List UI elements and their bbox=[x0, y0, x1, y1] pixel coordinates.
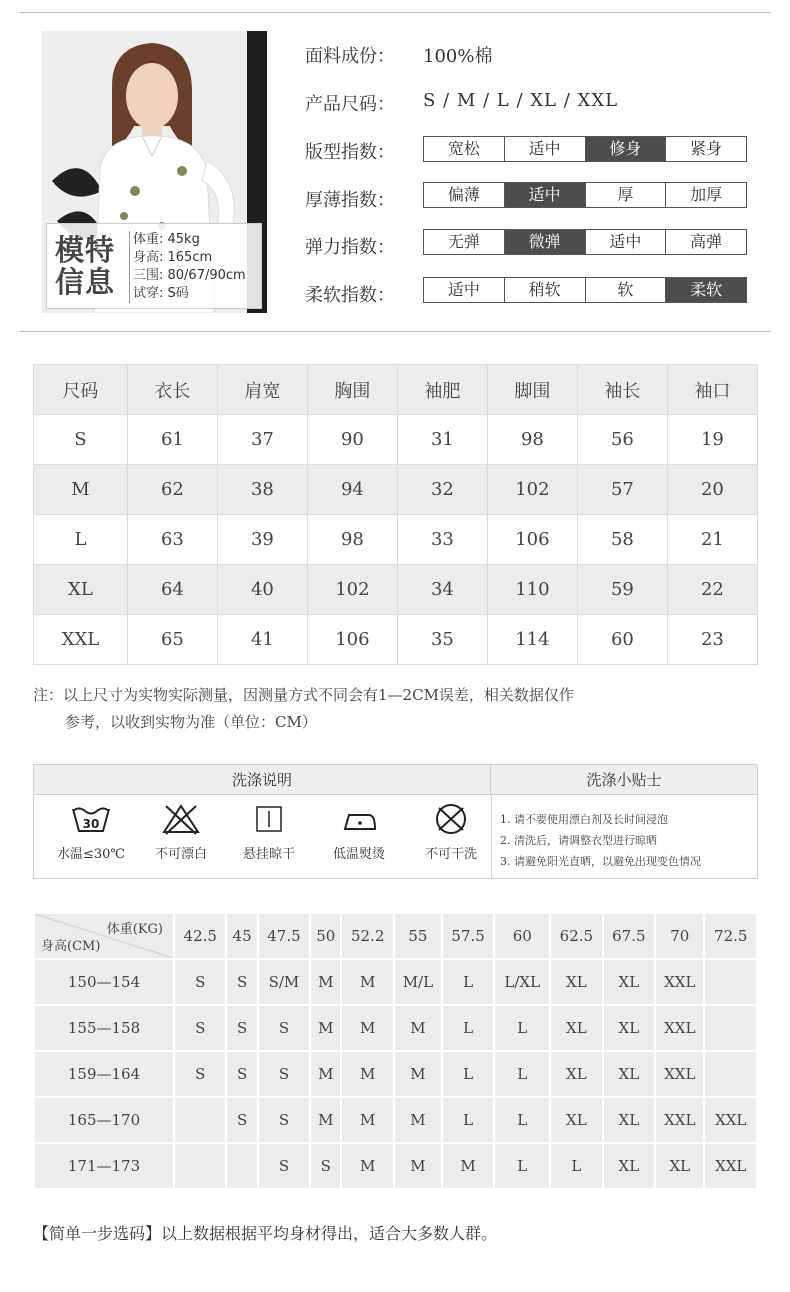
size-cell: XL bbox=[550, 959, 602, 1005]
size-cell: S bbox=[174, 1051, 226, 1097]
weight-cell: 42.5 bbox=[174, 913, 226, 959]
thickness-index-scale bbox=[423, 182, 747, 208]
size-cell: XXL bbox=[655, 1005, 704, 1051]
care-label: 水温≤30℃ bbox=[57, 847, 125, 862]
size-cell: M bbox=[394, 1005, 442, 1051]
elasticity-option: 适中 bbox=[586, 230, 667, 254]
size-cell: S bbox=[258, 1005, 310, 1051]
weight-height-size-table bbox=[33, 912, 758, 1190]
size-cell: M bbox=[341, 959, 393, 1005]
elasticity-option-selected: 微弹 bbox=[505, 230, 586, 254]
table-row bbox=[34, 1051, 757, 1097]
wash-temperature-badge: 30 bbox=[82, 817, 100, 831]
weight-cell: 60 bbox=[494, 913, 550, 959]
table-cell: 31 bbox=[397, 415, 487, 465]
table-cell: 62 bbox=[127, 465, 217, 515]
elasticity-option: 高弹 bbox=[690, 232, 723, 251]
size-cell: M bbox=[394, 1051, 442, 1097]
care-label: 悬挂晾干 bbox=[242, 847, 295, 862]
measurement-note bbox=[33, 682, 574, 736]
table-cell: 98 bbox=[307, 515, 397, 565]
model-height: 身高: 165cm bbox=[133, 250, 213, 265]
care-item-hang bbox=[224, 803, 314, 862]
table-cell: 64 bbox=[127, 565, 217, 615]
header-cell: 袖长 bbox=[577, 365, 667, 415]
softness-option: 软 bbox=[586, 278, 667, 302]
table-row bbox=[34, 415, 758, 465]
wash-30-icon bbox=[71, 803, 111, 835]
header-cell: 胸围 bbox=[307, 365, 397, 415]
header-cell: 脚围 bbox=[487, 365, 577, 415]
fit-option: 适中 bbox=[505, 137, 586, 161]
fabric-value: 100%棉 bbox=[423, 46, 493, 67]
size-tip-footer: 【简单一步选码】以上数据根据平均身材得出，适合大多数人群。 bbox=[33, 1224, 498, 1243]
weight-cell: 62.5 bbox=[550, 913, 602, 959]
hang-dry-icon bbox=[249, 803, 289, 835]
no-bleach-icon bbox=[161, 803, 201, 835]
no-dry-clean-icon bbox=[431, 803, 471, 835]
weight-cell: 52.2 bbox=[341, 913, 393, 959]
height-cell: 171—173 bbox=[34, 1143, 174, 1189]
elasticity-option: 无弹 bbox=[424, 230, 505, 254]
size-cell: L bbox=[494, 1143, 550, 1189]
table-cell: 106 bbox=[307, 615, 397, 665]
tip-item: 3. 请避免阳光直晒，以避免出现变色情况 bbox=[500, 855, 701, 868]
table-cell: 22 bbox=[667, 565, 757, 615]
table-row bbox=[34, 465, 758, 515]
size-cell: XL bbox=[603, 1143, 655, 1189]
care-item-dryclean bbox=[406, 803, 496, 862]
size-cell: M bbox=[341, 1005, 393, 1051]
thickness-index-label: 厚薄指数： bbox=[305, 190, 395, 211]
table-cell: 23 bbox=[667, 615, 757, 665]
weight-cell: 47.5 bbox=[258, 913, 310, 959]
fabric-label: 面料成份： bbox=[305, 46, 395, 67]
table-cell: 98 bbox=[487, 415, 577, 465]
table-row bbox=[34, 959, 757, 1005]
weight-cell: 67.5 bbox=[603, 913, 655, 959]
low-iron-icon bbox=[339, 803, 379, 835]
table-cell: 102 bbox=[307, 565, 397, 615]
table-row bbox=[34, 1005, 757, 1051]
size-cell: S bbox=[226, 1051, 257, 1097]
table-cell: 33 bbox=[397, 515, 487, 565]
softness-option-selected: 柔软 bbox=[666, 278, 746, 302]
table-cell: 41 bbox=[217, 615, 307, 665]
model-info-lines bbox=[133, 231, 246, 303]
fit-option: 紧身 bbox=[690, 139, 723, 158]
size-cell: M bbox=[442, 1143, 494, 1189]
weight-cell: 45 bbox=[226, 913, 257, 959]
weight-cell: 72.5 bbox=[704, 913, 757, 959]
size-cell: XXL bbox=[704, 1143, 757, 1189]
size-cell: S bbox=[310, 1143, 341, 1189]
table-cell: 20 bbox=[667, 465, 757, 515]
softness-option: 稍软 bbox=[505, 278, 586, 302]
table-row bbox=[34, 615, 758, 665]
size-cell bbox=[704, 1005, 757, 1051]
height-cell: 165—170 bbox=[34, 1097, 174, 1143]
size-cell: L bbox=[442, 959, 494, 1005]
header-cell: 肩宽 bbox=[217, 365, 307, 415]
model-weight: 体重: 45kg bbox=[133, 232, 200, 247]
table-corner bbox=[34, 913, 174, 959]
size-cell: XL bbox=[603, 1097, 655, 1143]
header-cell: 衣长 bbox=[127, 365, 217, 415]
header-cell: 袖肥 bbox=[397, 365, 487, 415]
size-table-header bbox=[34, 365, 758, 415]
size-cell: XL bbox=[550, 1051, 602, 1097]
size-cell: L bbox=[494, 1005, 550, 1051]
size-cell: M bbox=[394, 1097, 442, 1143]
care-label: 不可干洗 bbox=[424, 847, 477, 862]
size-cell: S bbox=[226, 1005, 257, 1051]
size-cell: XL bbox=[603, 1051, 655, 1097]
table-cell: 114 bbox=[487, 615, 577, 665]
model-info-box bbox=[46, 223, 262, 309]
care-item-wash bbox=[46, 803, 136, 862]
table-cell: 61 bbox=[127, 415, 217, 465]
size-cell bbox=[174, 1143, 226, 1189]
thickness-option-selected: 适中 bbox=[505, 183, 586, 207]
care-item-iron bbox=[314, 803, 404, 862]
table-cell: 35 bbox=[397, 615, 487, 665]
size-cell: M bbox=[341, 1051, 393, 1097]
size-cell: L bbox=[442, 1005, 494, 1051]
size-cell: L bbox=[442, 1051, 494, 1097]
thickness-option: 加厚 bbox=[690, 185, 723, 204]
model-info-title: 模特信息 bbox=[55, 233, 116, 299]
care-item-bleach bbox=[136, 803, 226, 862]
size-cell bbox=[704, 959, 757, 1005]
size-cell: L bbox=[494, 1097, 550, 1143]
tip-item: 2. 清洗后，请调整衣型进行晾晒 bbox=[500, 834, 657, 847]
table-cell: 102 bbox=[487, 465, 577, 515]
size-cell: S bbox=[174, 1005, 226, 1051]
table-cell: 63 bbox=[127, 515, 217, 565]
table-cell: 19 bbox=[667, 415, 757, 465]
thickness-option: 厚 bbox=[586, 183, 667, 207]
care-label: 不可漂白 bbox=[154, 847, 207, 862]
table-cell: 56 bbox=[577, 415, 667, 465]
softness-option: 适中 bbox=[424, 278, 505, 302]
fit-index-label: 版型指数： bbox=[305, 142, 395, 163]
table-cell: 32 bbox=[397, 465, 487, 515]
table-row bbox=[34, 565, 758, 615]
size-cell: XL bbox=[603, 959, 655, 1005]
washing-tips-list bbox=[500, 809, 701, 872]
table-cell: L bbox=[34, 515, 128, 565]
table-cell: XL bbox=[34, 565, 128, 615]
size-cell: S bbox=[258, 1097, 310, 1143]
table-cell: 65 bbox=[127, 615, 217, 665]
fit-option-selected: 修身 bbox=[586, 137, 667, 161]
size-cell bbox=[704, 1051, 757, 1097]
section-divider bbox=[20, 331, 770, 332]
table-cell: XXL bbox=[34, 615, 128, 665]
size-cell: L bbox=[442, 1097, 494, 1143]
size-cell: XL bbox=[603, 1005, 655, 1051]
table-cell: S bbox=[34, 415, 128, 465]
weight-cell: 50 bbox=[310, 913, 341, 959]
note-line-2: 参考，以收到实物为准（单位：CM） bbox=[65, 713, 317, 731]
note-line-1: 注：以上尺寸为实物实际测量，因测量方式不同会有1—2CM误差，相关数据仅作 bbox=[33, 686, 574, 704]
size-cell: XXL bbox=[655, 1051, 704, 1097]
softness-index-label: 柔软指数： bbox=[305, 285, 395, 306]
size-cell: XL bbox=[655, 1143, 704, 1189]
size-table bbox=[33, 364, 758, 665]
size-cell: XXL bbox=[655, 1097, 704, 1143]
table-cell: 37 bbox=[217, 415, 307, 465]
table-cell: 58 bbox=[577, 515, 667, 565]
size-cell: XL bbox=[550, 1005, 602, 1051]
height-axis-label: 身高(CM) bbox=[41, 939, 101, 954]
table-cell: 60 bbox=[577, 615, 667, 665]
header-cell: 袖口 bbox=[667, 365, 757, 415]
washing-tips-title: 洗涤小贴士 bbox=[491, 765, 757, 795]
softness-index-scale bbox=[423, 277, 747, 303]
size-cell: L bbox=[494, 1051, 550, 1097]
size-cell: XXL bbox=[655, 959, 704, 1005]
table-cell: 106 bbox=[487, 515, 577, 565]
model-measurements: 三围: 80/67/90cm bbox=[133, 268, 246, 283]
size-cell: S bbox=[258, 1051, 310, 1097]
size-cell: S bbox=[258, 1143, 310, 1189]
table-row bbox=[34, 1143, 757, 1189]
size-cell: M bbox=[394, 1143, 442, 1189]
size-cell: L bbox=[550, 1143, 602, 1189]
table-cell: 34 bbox=[397, 565, 487, 615]
size-cell: S/M bbox=[258, 959, 310, 1005]
size-cell: M bbox=[341, 1097, 393, 1143]
table-cell: 38 bbox=[217, 465, 307, 515]
table-cell: 39 bbox=[217, 515, 307, 565]
size-cell: S bbox=[226, 959, 257, 1005]
size-cell: M bbox=[310, 1097, 341, 1143]
size-value: S / M / L / XL / XXL bbox=[423, 90, 619, 111]
elasticity-index-label: 弹力指数： bbox=[305, 237, 395, 258]
height-cell: 150—154 bbox=[34, 959, 174, 1005]
washing-title: 洗涤说明 bbox=[34, 765, 491, 795]
size-label: 产品尺码： bbox=[305, 94, 395, 115]
washing-instructions bbox=[33, 764, 758, 879]
table-row bbox=[34, 1097, 757, 1143]
weight-cell: 55 bbox=[394, 913, 442, 959]
size-cell bbox=[174, 1097, 226, 1143]
table-cell: 21 bbox=[667, 515, 757, 565]
size-cell: S bbox=[174, 959, 226, 1005]
elasticity-index-scale bbox=[423, 229, 747, 255]
size-cell: M bbox=[310, 959, 341, 1005]
table-row bbox=[34, 515, 758, 565]
table-cell: 110 bbox=[487, 565, 577, 615]
weight-header-row bbox=[34, 913, 757, 959]
table-cell: 94 bbox=[307, 465, 397, 515]
fit-index-scale bbox=[423, 136, 747, 162]
height-cell: 159—164 bbox=[34, 1051, 174, 1097]
size-cell: XL bbox=[550, 1097, 602, 1143]
care-label: 低温熨烫 bbox=[332, 847, 385, 862]
size-cell: XXL bbox=[704, 1097, 757, 1143]
top-divider bbox=[20, 12, 770, 13]
table-cell: 90 bbox=[307, 415, 397, 465]
tip-item: 1. 请不要使用漂白剂及长时间浸泡 bbox=[500, 813, 668, 826]
model-info-divider bbox=[129, 231, 130, 303]
weight-axis-label: 体重(KG) bbox=[106, 922, 163, 937]
height-cell: 155—158 bbox=[34, 1005, 174, 1051]
size-cell: S bbox=[226, 1097, 257, 1143]
size-cell bbox=[226, 1143, 257, 1189]
header-cell: 尺码 bbox=[34, 365, 128, 415]
fit-option: 宽松 bbox=[424, 137, 505, 161]
size-cell: M bbox=[310, 1005, 341, 1051]
model-tried-size: 试穿: S码 bbox=[133, 286, 189, 301]
size-cell: M bbox=[310, 1051, 341, 1097]
weight-cell: 70 bbox=[655, 913, 704, 959]
table-cell: 40 bbox=[217, 565, 307, 615]
weight-cell: 57.5 bbox=[442, 913, 494, 959]
size-cell: L/XL bbox=[494, 959, 550, 1005]
thickness-option: 偏薄 bbox=[424, 183, 505, 207]
table-cell: 57 bbox=[577, 465, 667, 515]
size-cell: M bbox=[341, 1143, 393, 1189]
size-cell: M/L bbox=[394, 959, 442, 1005]
table-cell: 59 bbox=[577, 565, 667, 615]
table-cell: M bbox=[34, 465, 128, 515]
